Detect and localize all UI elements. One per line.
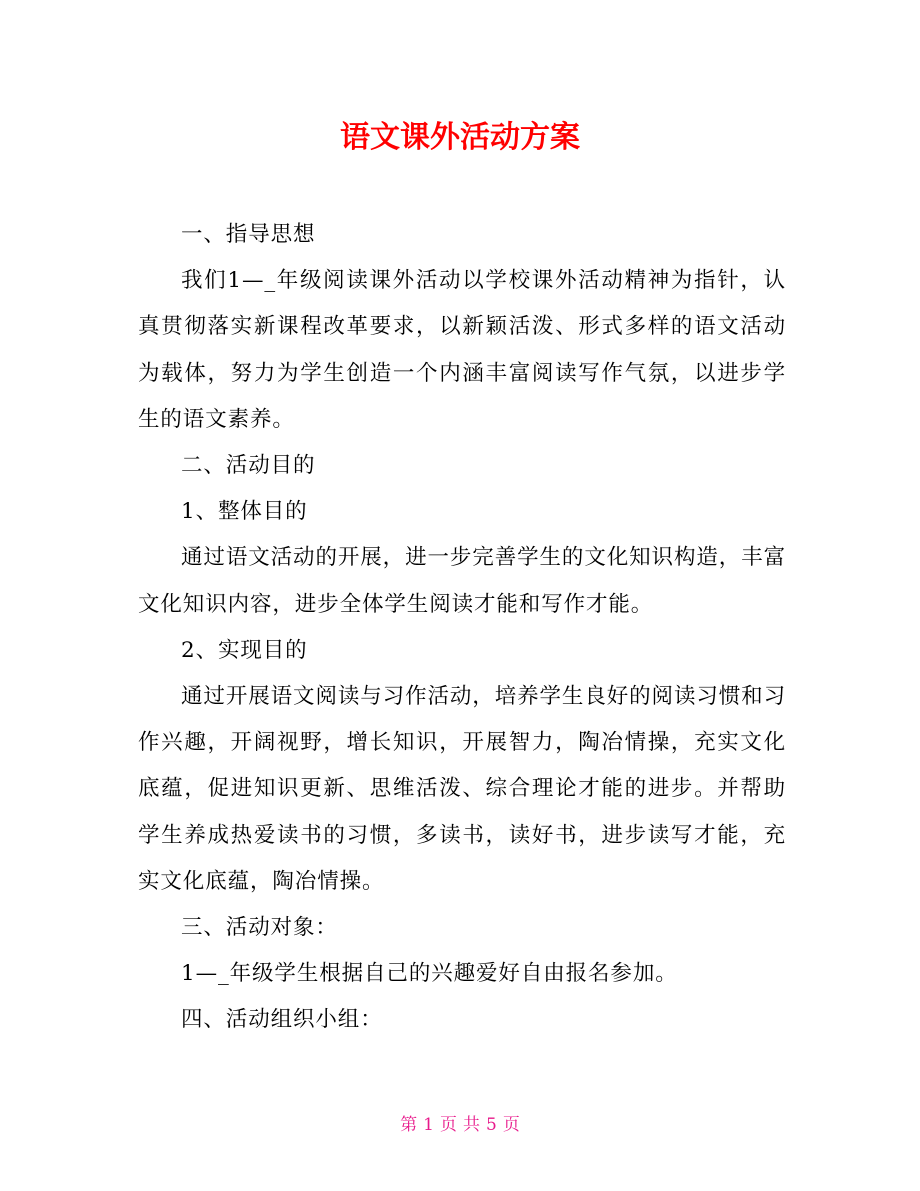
section-heading-guiding-ideology: 一、指导思想 <box>181 222 316 247</box>
footer-label-page: 第 <box>400 1115 418 1135</box>
document-title: 语文课外活动方案 <box>340 120 580 155</box>
paragraph-overall-purpose: 通过语文活动的开展，进一步完善学生的文化知识构造，丰富文化知识内容，进步全体学生阅读才能和写作才能。 <box>138 545 786 617</box>
footer-label-total: 共 <box>463 1115 480 1135</box>
footer-current-page: 1 <box>423 1115 434 1135</box>
subheading-achieve-purpose: 2、实现目的 <box>181 637 308 663</box>
footer-label-total-unit: 页 <box>502 1115 520 1135</box>
paragraph-activity-target: 1—_年级学生根据自己的兴趣爱好自由报名参加。 <box>181 961 678 987</box>
subheading-overall-purpose: 1、整体目的 <box>181 499 308 525</box>
section-heading-activity-purpose: 二、活动目的 <box>181 453 316 479</box>
section-heading-organizing-group: 四、活动组织小组： <box>181 1007 383 1033</box>
footer-label-page-unit: 页 <box>440 1115 457 1135</box>
footer-total-pages: 5 <box>486 1115 497 1135</box>
document-body <box>138 212 786 1044</box>
page-footer <box>0 1113 920 1137</box>
paragraph-achieve-purpose: 通过开展语文阅读与习作活动，培养学生良好的阅读习惯和习作兴趣，开阔视野，增长知识，开展智力，陶冶情操，充实文化底蕴，促进知识更新、思维活泼、综合理论才能的进步。并帮助学生养成热爱读书的习惯，多读书，读好书，进步读写才能，充实文化底蕴，陶冶情操。 <box>138 684 786 894</box>
section-heading-activity-target: 三、活动对象： <box>181 915 338 941</box>
paragraph-guiding-ideology: 我们1—_年级阅读课外活动以学校课外活动精神为指针，认真贯彻落实新课程改革要求，以新颖活泼、形式多样的语文活动为载体，努力为学生创造一个内涵丰富阅读写作气氛，以进步学生的语文素养。 <box>138 268 786 432</box>
